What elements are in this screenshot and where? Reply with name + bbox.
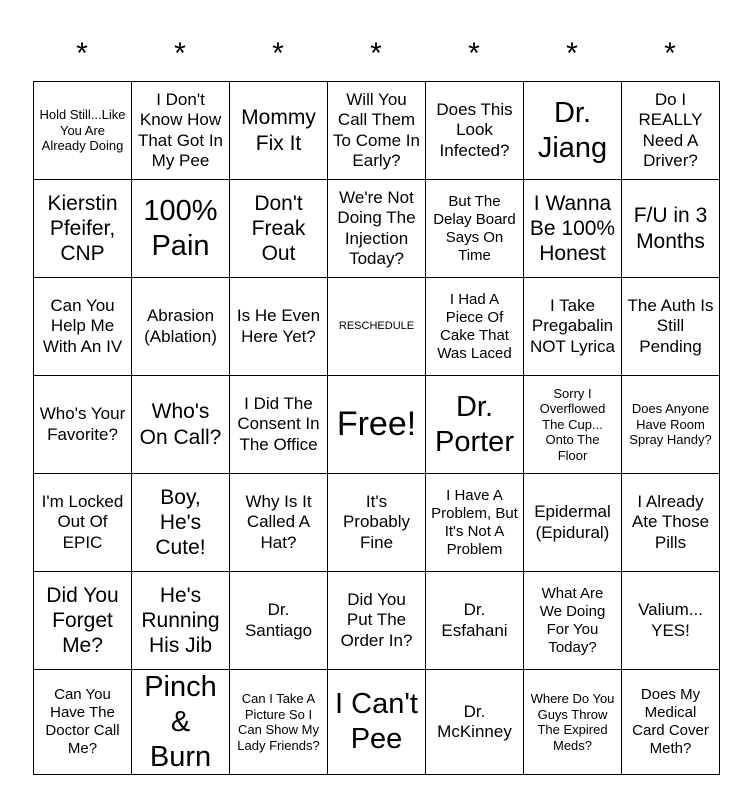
bingo-cell[interactable]: Mommy Fix It [230,82,328,180]
bingo-cell[interactable]: It's Probably Fine [328,474,426,572]
free-space-cell[interactable]: Free! [328,376,426,474]
board-row [34,670,720,775]
bingo-cell[interactable]: The Auth Is Still Pending [622,278,720,376]
bingo-cell[interactable]: I'm Locked Out Of EPIC [34,474,132,572]
bingo-cell[interactable]: Dr. Esfahani [426,572,524,670]
column-header-1: * [76,37,88,70]
column-header-4: * [370,37,382,70]
board-row [34,278,720,376]
bingo-cell[interactable]: Who's On Call? [132,376,230,474]
board-row [34,376,720,474]
bingo-cell[interactable]: I Wanna Be 100% Honest [524,180,622,278]
column-header-2: * [174,37,186,70]
bingo-cell[interactable]: Boy, He's Cute! [132,474,230,572]
bingo-cell[interactable]: Can You Help Me With An IV [34,278,132,376]
bingo-cell[interactable]: Hold Still...Like You Are Already Doing [34,82,132,180]
bingo-cell[interactable]: Did You Put The Order In? [328,572,426,670]
board-row [34,180,720,278]
bingo-cell[interactable]: Can You Have The Doctor Call Me? [34,670,132,775]
bingo-cell[interactable]: Where Do You Guys Throw The Expired Meds? [524,670,622,775]
bingo-cell[interactable]: Does This Look Infected? [426,82,524,180]
bingo-cell[interactable]: I Had A Piece Of Cake That Was Laced [426,278,524,376]
column-header-7: * [664,37,676,70]
bingo-board [33,81,720,775]
column-header-5: * [468,37,480,70]
bingo-cell[interactable]: Why Is It Called A Hat? [230,474,328,572]
bingo-cell[interactable]: Valium... YES! [622,572,720,670]
bingo-cell[interactable]: Dr. McKinney [426,670,524,775]
bingo-cell[interactable]: Will You Call Them To Come In Early? [328,82,426,180]
bingo-cell[interactable]: I Take Pregabalin NOT Lyrica [524,278,622,376]
bingo-cell[interactable]: I Did The Consent In The Office [230,376,328,474]
bingo-cell[interactable]: Epidermal (Epidural) [524,474,622,572]
bingo-cell[interactable]: I Already Ate Those Pills [622,474,720,572]
bingo-cell[interactable]: RESCHEDULE [328,278,426,376]
bingo-cell[interactable]: Pinch & Burn [132,670,230,775]
bingo-cell[interactable]: He's Running His Jib [132,572,230,670]
bingo-cell[interactable]: Don't Freak Out [230,180,328,278]
bingo-cell[interactable]: But The Delay Board Says On Time [426,180,524,278]
column-header-6: * [566,37,578,70]
bingo-cell[interactable]: Can I Take A Picture So I Can Show My Lady Friends? [230,670,328,775]
bingo-cell[interactable]: Abrasion (Ablation) [132,278,230,376]
bingo-cell[interactable]: Dr. Porter [426,376,524,474]
bingo-cell[interactable]: We're Not Doing The Injection Today? [328,180,426,278]
bingo-cell[interactable]: Do I REALLY Need A Driver? [622,82,720,180]
bingo-cell[interactable]: Dr. Jiang [524,82,622,180]
board-row [34,82,720,180]
bingo-cell[interactable]: 100% Pain [132,180,230,278]
bingo-cell[interactable]: I Can't Pee [328,670,426,775]
bingo-cell[interactable]: Sorry I Overflowed The Cup... Onto The Floor [524,376,622,474]
bingo-cell[interactable]: What Are We Doing For You Today? [524,572,622,670]
bingo-cell[interactable]: Does Anyone Have Room Spray Handy? [622,376,720,474]
bingo-cell[interactable]: Does My Medical Card Cover Meth? [622,670,720,775]
bingo-cell[interactable]: F/U in 3 Months [622,180,720,278]
bingo-cell[interactable]: Is He Even Here Yet? [230,278,328,376]
column-header-3: * [272,37,284,70]
board-row [34,572,720,670]
bingo-cell[interactable]: Did You Forget Me? [34,572,132,670]
bingo-cell[interactable]: Dr. Santiago [230,572,328,670]
bingo-cell[interactable]: Kierstin Pfeifer, CNP [34,180,132,278]
bingo-cell[interactable]: Who's Your Favorite? [34,376,132,474]
bingo-cell[interactable]: I Have A Problem, But It's Not A Problem [426,474,524,572]
bingo-cell[interactable]: I Don't Know How That Got In My Pee [132,82,230,180]
column-header-row [33,34,719,74]
board-row [34,474,720,572]
